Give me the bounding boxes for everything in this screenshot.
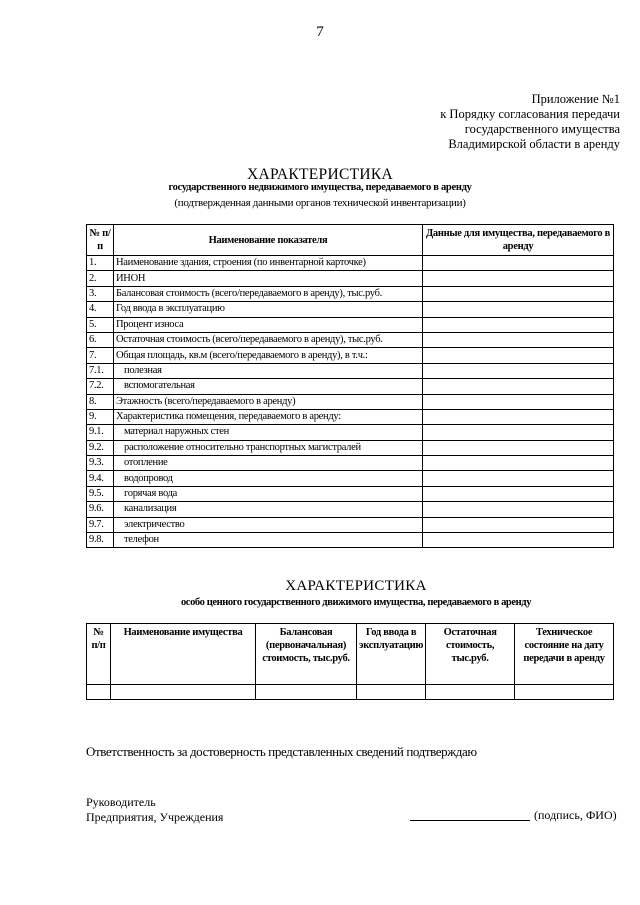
- table-row: [87, 256, 614, 271]
- row-value-cell[interactable]: [423, 363, 614, 378]
- table-row: [87, 379, 614, 394]
- row-label: Балансовая стоимость (всего/передаваемого в аренду), тыс.руб.: [114, 286, 423, 301]
- movable-property-table: [86, 623, 614, 700]
- row-label: электричество: [114, 517, 423, 532]
- row-label: Общая площадь, кв.м (всего/передаваемого в аренду), в т.ч.:: [114, 348, 423, 363]
- table-row: [87, 425, 614, 440]
- row-label: Характеристика помещения, передаваемого в аренду:: [114, 409, 423, 424]
- real-estate-table-body: [87, 256, 614, 548]
- empty-cell[interactable]: [87, 685, 111, 700]
- row-label: материал наружных стен: [114, 425, 423, 440]
- real-estate-table: [86, 224, 614, 548]
- table-row: [87, 486, 614, 501]
- table-row: [87, 685, 614, 700]
- section1-title: ХАРАКТЕРИСТИКА: [246, 166, 394, 183]
- table-row: [87, 502, 614, 517]
- section1-subtitle-note: (подтвержденная данными органов технической инвентаризации): [174, 197, 466, 209]
- row-number: 1.: [87, 256, 114, 271]
- appendix-line: к Порядку согласования передачи: [440, 107, 620, 121]
- row-label: Процент износа: [114, 317, 423, 332]
- appendix-line: Владимирской области в аренду: [448, 137, 620, 151]
- signature-hint: (подпись, ФИО): [534, 808, 617, 822]
- row-value-cell[interactable]: [423, 425, 614, 440]
- row-value-cell[interactable]: [423, 486, 614, 501]
- row-number: 6.: [87, 332, 114, 347]
- table-row: [87, 363, 614, 378]
- section1-subtitle: государственного недвижимого имущества, передаваемого в аренду: [168, 182, 472, 193]
- head-role: [86, 795, 223, 825]
- row-label: расположение относительно транспортных магистралей: [114, 440, 423, 455]
- row-number: 8.: [87, 394, 114, 409]
- table-row: [87, 332, 614, 347]
- col-name-header: Наименование показателя: [114, 225, 423, 256]
- row-number: 7.2.: [87, 379, 114, 394]
- table-row: [87, 317, 614, 332]
- row-label: Наименование здания, строения (по инвентарной карточке): [114, 256, 423, 271]
- appendix-line: государственного имущества: [464, 122, 620, 136]
- row-value-cell[interactable]: [423, 332, 614, 347]
- col-data-header: Данные для имущества, передаваемого в аренду: [423, 225, 614, 256]
- row-value-cell[interactable]: [423, 302, 614, 317]
- confirmation-statement: Ответственность за достоверность представленных сведений подтверждаю: [86, 744, 477, 759]
- row-number: 9.1.: [87, 425, 114, 440]
- appendix-header: [440, 92, 620, 152]
- section2-subtitle: особо ценного государственного движимого имущества, передаваемого в аренду: [180, 597, 532, 608]
- row-number: 9.6.: [87, 502, 114, 517]
- row-value-cell[interactable]: [423, 502, 614, 517]
- table-row: [87, 409, 614, 424]
- table-row: [87, 286, 614, 301]
- row-number: 9.: [87, 409, 114, 424]
- empty-cell[interactable]: [357, 685, 426, 700]
- col-condition-header: Техническое состояние на дату передачи в аренду: [515, 624, 614, 685]
- row-number: 9.2.: [87, 440, 114, 455]
- row-number: 9.3.: [87, 456, 114, 471]
- row-value-cell[interactable]: [423, 533, 614, 548]
- row-number: 7.: [87, 348, 114, 363]
- row-value-cell[interactable]: [423, 456, 614, 471]
- role-line: Предприятия, Учреждения: [86, 810, 224, 824]
- row-number: 9.8.: [87, 533, 114, 548]
- table-row: [87, 533, 614, 548]
- row-label: Остаточная стоимость (всего/передаваемого в аренду), тыс.руб.: [114, 332, 423, 347]
- row-number: 2.: [87, 271, 114, 286]
- row-label: канализация: [114, 502, 423, 517]
- row-label: отопление: [114, 456, 423, 471]
- row-number: 5.: [87, 317, 114, 332]
- row-value-cell[interactable]: [423, 317, 614, 332]
- appendix-line: Приложение №1: [531, 92, 620, 106]
- row-label: горячая вода: [114, 486, 423, 501]
- row-value-cell[interactable]: [423, 471, 614, 486]
- col-balance-header: Балансовая (первоначальная) стоимость, тыс.руб.: [256, 624, 357, 685]
- row-label: ИНОН: [114, 271, 423, 286]
- page-number: 7: [316, 24, 324, 40]
- table-row: [87, 517, 614, 532]
- table-row: [87, 348, 614, 363]
- col-residual-header: Остаточная стоимость, тыс.руб.: [426, 624, 515, 685]
- col-name-header: Наименование имущества: [111, 624, 256, 685]
- row-label: телефон: [114, 533, 423, 548]
- section2-title: ХАРАКТЕРИСТИКА: [285, 578, 427, 594]
- row-label: полезная: [114, 363, 423, 378]
- signature-line[interactable]: [410, 820, 530, 821]
- row-value-cell[interactable]: [423, 440, 614, 455]
- row-label: Этажность (всего/передаваемого в аренду): [114, 394, 423, 409]
- row-value-cell[interactable]: [423, 348, 614, 363]
- row-number: 9.5.: [87, 486, 114, 501]
- table-row: [87, 394, 614, 409]
- row-number: 3.: [87, 286, 114, 301]
- role-line: Руководитель: [86, 795, 156, 809]
- row-value-cell[interactable]: [423, 256, 614, 271]
- row-number: 7.1.: [87, 363, 114, 378]
- table-row: [87, 440, 614, 455]
- row-value-cell[interactable]: [423, 271, 614, 286]
- row-label: водопровод: [114, 471, 423, 486]
- table-row: [87, 271, 614, 286]
- row-number: 4.: [87, 302, 114, 317]
- col-year-header: Год ввода в эксплуатацию: [357, 624, 426, 685]
- row-value-cell[interactable]: [423, 379, 614, 394]
- row-label: Год ввода в эксплуатацию: [114, 302, 423, 317]
- empty-cell[interactable]: [515, 685, 614, 700]
- row-value-cell[interactable]: [423, 409, 614, 424]
- row-number: 9.4.: [87, 471, 114, 486]
- row-number: 9.7.: [87, 517, 114, 532]
- table-row: [87, 471, 614, 486]
- empty-cell[interactable]: [111, 685, 256, 700]
- row-value-cell[interactable]: [423, 286, 614, 301]
- row-label: вспомогательная: [114, 379, 423, 394]
- col-num-header: № п/п: [87, 624, 111, 685]
- row-value-cell[interactable]: [423, 394, 614, 409]
- row-value-cell[interactable]: [423, 517, 614, 532]
- table-row: [87, 456, 614, 471]
- empty-cell[interactable]: [426, 685, 515, 700]
- empty-cell[interactable]: [256, 685, 357, 700]
- table-row: [87, 302, 614, 317]
- col-num-header: № п/п: [87, 225, 114, 256]
